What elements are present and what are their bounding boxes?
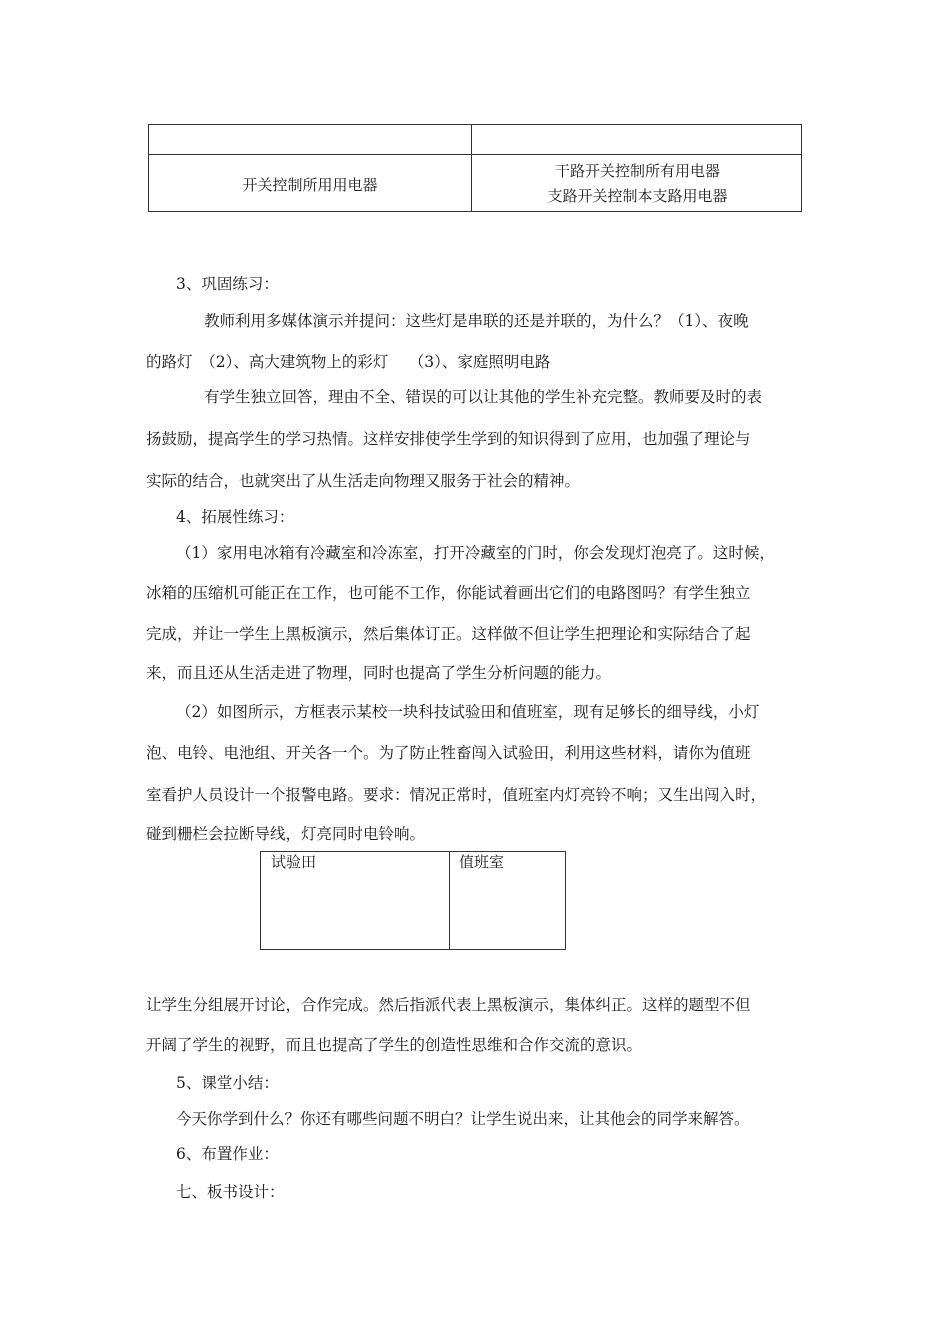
section-3-heading: 3、巩固练习：	[176, 275, 279, 293]
comparison-table	[148, 124, 802, 212]
parallel-branch-switch-text: 支路开关控制本支路用电器	[547, 187, 728, 205]
table-empty-row	[149, 125, 801, 155]
s3-para2-line2: 扬鼓励，提高学生的学习热情。这样安排使学生学到的知识得到了应用，也加强了理论与	[146, 430, 751, 448]
s3-para2-line3: 实际的结合，也就突出了从生活走向物理又服务于社会的精神。	[146, 472, 581, 490]
s4-para2-line4: 碰到栅栏会拉断导线，灯亮同时电铃响。	[146, 825, 426, 843]
s4-para1-line3: 完成，并让一学生上黑板演示，然后集体订正。这样做不但让学生把理论和实际结合了起	[146, 625, 751, 643]
section-5-heading: 5、课堂小结：	[176, 1074, 279, 1092]
section-4-heading: 4、拓展性练习：	[176, 508, 295, 526]
parallel-main-switch-text: 干路开关控制所有用电器	[554, 162, 720, 180]
s4-para2-line1: （2）如图所示，方框表示某校一块科技试验田和值班室，现有足够长的细导线，小灯	[176, 703, 760, 721]
diagram-divider	[449, 852, 450, 949]
table-cell-series	[149, 155, 471, 213]
s3-para2-line1: 有学生独立回答，理由不全、错误的可以让其他的学生补充完整。教师要及时的表	[204, 388, 763, 406]
s3-para1-line2: 的路灯 （2）、高大建筑物上的彩灯 （3）、家庭照明电路	[146, 353, 551, 371]
s4-para1-line4: 来，而且还从生活走进了物理，同时也提高了学生分析问题的能力。	[146, 664, 612, 682]
table-cell-parallel	[472, 155, 803, 213]
field-duty-room-diagram	[260, 851, 566, 950]
section-6-heading: 6、布置作业：	[176, 1145, 279, 1163]
s4-para2-line2: 泡、电铃、电池组、开关各一个。为了防止牲畜闯入试验田，利用这些材料，请你为值班	[146, 744, 751, 762]
s5-para1: 今天你学到什么？你还有哪些问题不明白？让学生说出来，让其他会的同学来解答。	[176, 1110, 750, 1128]
section-7-heading: 七、板书设计：	[176, 1183, 285, 1201]
s4-para3-line2: 开阔了学生的视野，而且也提高了学生的创造性思维和合作交流的意识。	[146, 1036, 643, 1054]
duty-room-label: 值班室	[459, 853, 505, 871]
s3-para1-line1: 教师利用多媒体演示并提问：这些灯是串联的还是并联的，为什么？（1）、夜晚	[204, 312, 749, 330]
s4-para3-line1: 让学生分组展开讨论，合作完成。然后指派代表上黑板演示，集体纠正。这样的题型不但	[146, 996, 751, 1014]
s4-para2-line3: 室看护人员设计一个报警电路。要求：情况正常时，值班室内灯亮铃不响；又生出闯入时，	[146, 786, 767, 804]
test-field-label: 试验田	[271, 853, 317, 871]
s4-para1-line1: （1）家用电冰箱有冷藏室和冷冻室，打开冷藏室的门时，你会发现灯泡亮了。这时候，	[176, 544, 775, 562]
series-switch-text: 开关控制所用用电器	[242, 175, 378, 194]
s4-para1-line2: 冰箱的压缩机可能正在工作，也可能不工作，你能试着画出它们的电路图吗？有学生独立	[146, 584, 751, 602]
